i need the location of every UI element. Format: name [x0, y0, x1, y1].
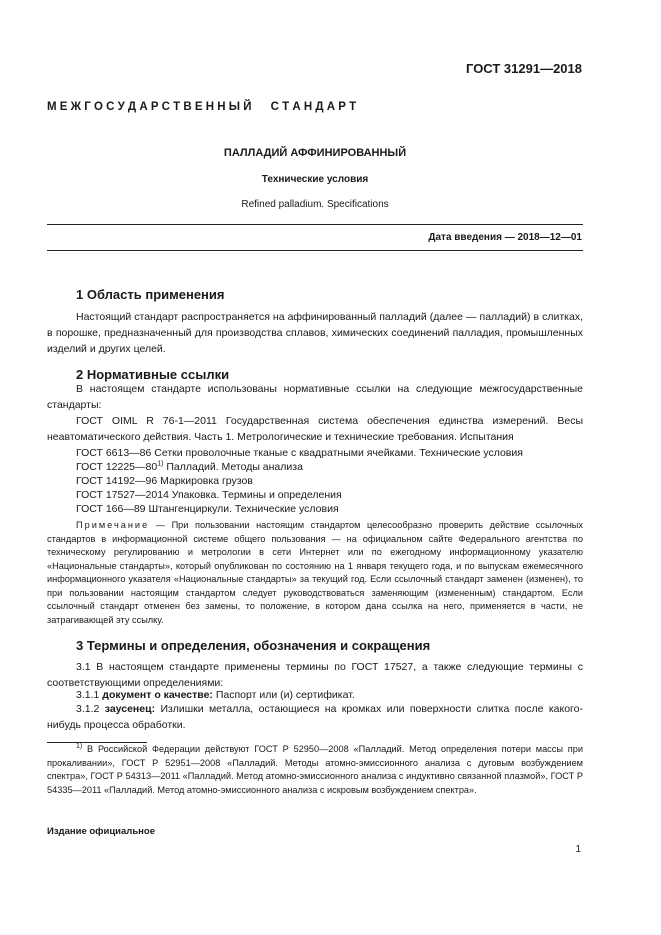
document-title: ПАЛЛАДИЙ АФФИНИРОВАННЫЙ — [223, 147, 407, 159]
document-code: ГОСТ 31291—2018 — [466, 61, 582, 76]
footnote-marker: 1) — [76, 742, 83, 750]
term-quality-document: 3.1.1 документ о качестве: Паспорт или (и) сертификат. — [76, 689, 355, 701]
divider-bottom — [47, 250, 583, 251]
note-label: Примечание — [76, 520, 150, 530]
note-text: — При пользовании настоящим стандартом целесообразно проверить действие ссылочных стандартов в информационной системе общего пользования — на официальном сайте Федерального агентства по техническому регулированию и метрологии в сети Интернет или по ежегодному информационному указателю «Национальные стандарты», который опубликован по состоянию на 1 января текущего года, и по выпускам ежемесячного информационного указателя «Национальные стандарты» за текущий год. Если ссылочный стандарт заменен (изменен), то при пользовании настоящим стандартом следует руководствоваться заменяющим (измененным) стандартом. Если ссылочный стандарт отменен без замены, то положение, в котором дана ссылка на него, применяется в части, не затрагивающей эту ссылку. — [47, 520, 583, 625]
reference-14192: ГОСТ 14192—96 Маркировка грузов — [76, 475, 253, 487]
introduction-date: Дата введения — 2018—12—01 — [428, 232, 582, 243]
term-name: документ о качестве: — [102, 689, 213, 701]
section-2-heading: 2 Нормативные ссылки — [76, 367, 230, 382]
official-edition-label: Издание официальное — [47, 826, 155, 837]
reference-6613: ГОСТ 6613—86 Сетки проволочные тканые с квадратными ячейками. Технические условия — [76, 447, 523, 459]
footnote-marker: 1) — [157, 460, 164, 468]
section-1-text: Настоящий стандарт распространяется на аффинированный палладий (далее — палладий) в слитках, в порошке, предназначенный для производства сплавов, химических соединений палладия, промышленных изделий и других целей. — [47, 311, 583, 355]
standard-banner: М Е Ж Г О С У Д А Р С Т В Е Н Н Ы Й С Т А Н Д А Р Т — [47, 101, 357, 113]
section-3-intro: 3.1 В настоящем стандарте применены термины по ГОСТ 17527, а также следующие термины с соответствующими определениями: — [47, 661, 583, 689]
section-1-heading: 1 Область применения — [76, 287, 225, 302]
references-note — [47, 519, 583, 627]
reference-oiml: ГОСТ OIML R 76-1—2011 Государственная система обеспечения единства измерений. Весы неавтоматического действия. Часть 1. Метрологические и технические требования. Испытания — [47, 415, 583, 443]
section-3-heading: 3 Термины и определения, обозначения и сокращения — [76, 638, 431, 653]
footnote: $^{1)}$ В Российской Федерации действуют ГОСТ Р 52950—2008 «Палладий. Метод определения потери массы при прокаливании», ГОСТ Р 52951—2008 «Палладий. Методы атомно-эмиссионного анализа с дуговым возбуждением спектра», ГОСТ Р 54313—2011 «Палладий. Метод атомно-эмиссионного анализа с индуктивно связанной плазмой», ГОСТ Р 54335—2011 «Палладий. Метод атомно-эмиссионного анализа с искровым возбуждением спектра». — [47, 742, 583, 795]
document-subtitle: Технические условия — [261, 174, 369, 185]
reference-12225: ГОСТ 12225—80$^{1)}$ Палладий. Методы анализа — [76, 460, 303, 473]
reference-166: ГОСТ 166—89 Штангенциркули. Технические условия — [76, 503, 339, 515]
term-name: заусенец: — [104, 703, 156, 715]
divider-top — [47, 224, 583, 225]
document-title-english: Refined palladium. Specifications — [241, 199, 389, 210]
page-number: 1 — [575, 844, 581, 855]
term-burr: 3.1.2 заусенец: Излишки металла, остающиеся на кромках или поверхности слитка после какого-нибудь процесса обработки. — [47, 703, 583, 731]
reference-17527: ГОСТ 17527—2014 Упаковка. Термины и определения — [76, 489, 342, 501]
section-2-intro: В настоящем стандарте использованы нормативные ссылки на следующие межгосударственные стандарты: — [47, 383, 583, 411]
